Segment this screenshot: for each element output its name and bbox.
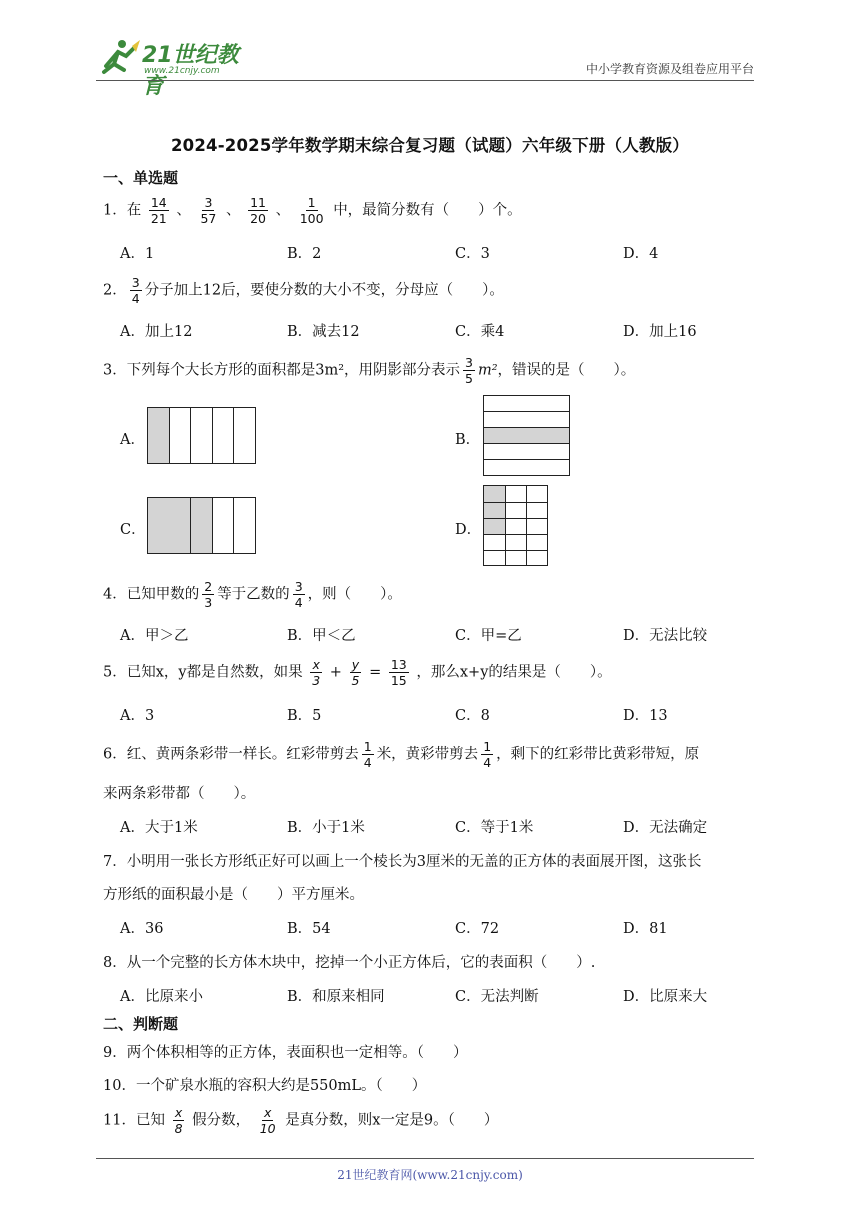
question-1: 1．在 $\frac{14}{21}$ 、 $\frac{3}{57}$ 、 $\frac{11}{20}$ 、 $\frac{1}{100}$ 中，最简分数有（ ）个。 [103,195,522,227]
q2-option-c[interactable]: C．乘4 [455,324,505,340]
question-3: 3．下列每个大长方形的面积都是3m²，用阴影部分表示 $\frac{3}{5}$ m²，错误的是（ ）。 [103,355,636,387]
section-single-choice: 一、单选题 [103,169,179,187]
header-platform-text: 中小学教育资源及组卷应用平台 [585,62,754,76]
q3-figure-b[interactable] [483,395,570,476]
q2-option-b[interactable]: B．减去12 [287,324,360,340]
q2-frac: $\frac{3}{4}$ [131,275,140,307]
q1-suffix: 中，最简分数有（ ）个。 [333,202,522,219]
q6-frac-2: $\frac{1}{4}$ [483,739,492,771]
question-10: 10．一个矿泉水瓶的容积大约是550mL。（ ） [103,1078,427,1094]
q1-frac-2: $\frac{3}{57}$ [200,195,217,227]
q4-frac-1: $\frac{2}{3}$ [204,579,213,611]
q1-frac-3: $\frac{11}{20}$ [250,195,266,227]
q1-option-c[interactable]: C．3 [455,246,490,262]
q5-option-a[interactable]: A．3 [120,708,155,724]
footer-divider [96,1158,754,1159]
q11-frac-2: $\frac{x}{10}$ [259,1105,276,1137]
q1-option-d[interactable]: D．4 [623,246,659,262]
q3-label-d[interactable]: D． [455,522,482,538]
q8-option-d[interactable]: D．比原来大 [623,989,708,1005]
logo-text: 21世纪教育 [142,43,239,99]
q6-frac-1: $\frac{1}{4}$ [363,739,372,771]
q1-option-b[interactable]: B．2 [287,246,322,262]
q1-frac-1: $\frac{14}{21}$ [150,195,167,227]
q5-option-b[interactable]: B．5 [287,708,322,724]
q6-option-b[interactable]: B．小于1米 [287,820,365,836]
q7-option-b[interactable]: B．54 [287,921,331,937]
q4-option-d[interactable]: D．无法比较 [623,628,708,644]
question-5: 5．已知x，y都是自然数，如果 $\frac{x}{3}$ + $\frac{y}{5}$ = $\frac{13}{15}$ ，那么x+y的结果是（ ）。 [103,657,612,689]
q4-option-b[interactable]: B．甲＜乙 [287,628,356,644]
footer-text[interactable]: 21世纪教育网(www.21cnjy.com) [337,1168,523,1182]
q6-option-a[interactable]: A．大于1米 [120,820,198,836]
q5-option-d[interactable]: D．13 [623,708,668,724]
q7-option-c[interactable]: C．72 [455,921,500,937]
q4-frac-2: $\frac{3}{4}$ [294,579,303,611]
question-7-line-2: 方形纸的面积最小是（ ）平方厘米。 [103,887,364,903]
q3-figure-c[interactable] [147,497,256,554]
question-9: 9．两个体积相等的正方体，表面积也一定相等。（ ） [103,1045,468,1061]
q3-frac: $\frac{3}{5}$ [465,355,473,387]
q2-option-a[interactable]: A．加上12 [120,324,193,340]
header-divider [96,80,754,81]
page-title: 2024-2025学年数学期末综合复习题（试题）六年级下册（人教版） [171,136,689,155]
question-8: 8．从一个完整的长方体木块中，挖掉一个小正方体后，它的表面积（ ）. [103,955,596,971]
question-6-line-2: 来两条彩带都（ ）。 [103,786,256,802]
q5-frac-y: $\frac{y}{5}$ [351,657,360,689]
q4-option-c[interactable]: C．甲=乙 [455,628,522,644]
q3-figure-d[interactable] [483,485,548,566]
q7-option-a[interactable]: A．36 [120,921,164,937]
question-6-line-1: 6．红、黄两条彩带一样长。红彩带剪去 $\frac{1}{4}$ 米，黄彩带剪去 $\frac{1}{4}$ ，剩下的红彩带比黄彩带短，原 [103,739,700,771]
question-11: 11．已知 $\frac{x}{8}$ 假分数， $\frac{x}{10}$ 是真分数，则x一定是9。（ ） [103,1105,499,1137]
q11-frac-1: $\frac{x}{8}$ [174,1105,183,1137]
site-logo [96,36,256,99]
q7-option-d[interactable]: D．81 [623,921,668,937]
section-judge: 二、判断题 [103,1015,179,1033]
q1-prefix: 1．在 [103,202,142,219]
q5-frac-result: $\frac{13}{15}$ [390,657,407,689]
question-4: 4．已知甲数的 $\frac{2}{3}$ 等于乙数的 $\frac{3}{4}$ ，则（ ）。 [103,579,402,611]
q8-option-c[interactable]: C．无法判断 [455,989,539,1005]
q3-label-c[interactable]: C． [120,522,146,538]
q8-option-b[interactable]: B．和原来相同 [287,989,385,1005]
q1-frac-4: $\frac{1}{100}$ [299,195,324,227]
q2-option-d[interactable]: D．加上16 [623,324,697,340]
q6-option-c[interactable]: C．等于1米 [455,820,534,836]
q8-option-a[interactable]: A．比原来小 [120,989,203,1005]
q3-label-a[interactable]: A． [120,432,145,448]
q4-option-a[interactable]: A．甲＞乙 [120,628,189,644]
q5-frac-x: $\frac{x}{3}$ [312,657,321,689]
q5-option-c[interactable]: C．8 [455,708,490,724]
q3-figure-a[interactable] [147,407,256,464]
question-2: 2． $\frac{3}{4}$ 分子加上12后，要使分数的大小不变，分母应（ ）。 [103,275,504,307]
q6-option-d[interactable]: D．无法确定 [623,820,708,836]
q1-option-a[interactable]: A．1 [120,246,155,262]
logo-url: www.21cnjy.com [144,66,220,76]
question-7-line-1: 7．小明用一张长方形纸正好可以画上一个棱长为3厘米的无盖的正方体的表面展开图，这张长 [103,854,702,870]
q3-label-b[interactable]: B． [455,432,481,448]
